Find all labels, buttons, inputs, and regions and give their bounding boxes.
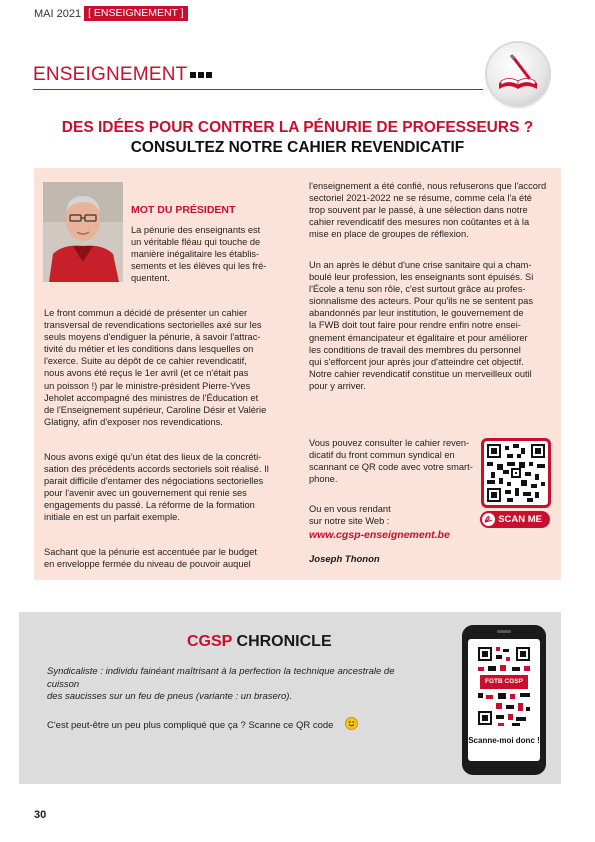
phone-notch	[497, 630, 511, 633]
smiley-icon	[345, 717, 358, 730]
text-line: initiale en est un parfait exemple.	[44, 512, 180, 523]
chronicle-body	[47, 666, 417, 732]
article-paragraph-5	[309, 259, 554, 392]
text-line: abandonnés par leur institution, le gouvernement de	[309, 308, 524, 319]
chronicle-question-text: C'est peut-être un peu plus compliqué que ça ? Scanne ce QR code	[47, 719, 334, 731]
scan-me-label: SCAN ME	[498, 514, 542, 525]
text-line: Un an après le début d'une crise sanitaire qui a cham-	[309, 260, 532, 270]
text-line: tivité du métier et les conditions dans lesquelles on	[44, 344, 254, 355]
chronicle-definition-line: des saucisses sur un feu de pneus (variante : un brasero).	[47, 691, 293, 702]
chronicle-title	[187, 633, 332, 651]
text-line: un véritable fléau qui touche de	[131, 237, 261, 248]
text-line: sionnalisme des acteurs. Pour qu'ils ne se sentent pas	[309, 296, 533, 307]
qr-code-pattern	[487, 444, 545, 502]
text-line: pour y arriver.	[309, 380, 366, 391]
text-line: manière inégalitaire les établis-	[131, 249, 260, 260]
website-link[interactable]: www.cgsp-enseignement.be	[309, 529, 450, 541]
president-photo	[43, 182, 123, 282]
education-badge-icon	[487, 43, 549, 105]
text-line: dicatif du front commun syndical en	[309, 450, 455, 461]
text-line: l'enseignement a été confié, nous refuserons que l'accord	[309, 181, 547, 191]
text-line: parait difficile d'entamer des négociations sectorielles	[44, 476, 264, 487]
issue-header	[34, 6, 188, 21]
text-line: Ou en vous rendant	[309, 504, 391, 514]
text-line: Nous avons exigé qu'un état des lieux de la concréti-	[44, 452, 262, 462]
text-line: en enveloppe fermée du niveau de pouvoir auquel	[44, 559, 251, 570]
headline-subtitle: CONSULTEZ NOTRE CAHIER REVENDICATIF	[130, 139, 465, 156]
article-intro	[131, 224, 299, 284]
text-line: de l'Enseignement supérieur, Caroline Désir et Valérie	[44, 404, 267, 415]
text-line: transversal de revendications sectorielles axé sur les	[44, 320, 262, 331]
text-line: sectoriel 2021-2022 ne se résume, comme cela l'a été	[309, 193, 532, 204]
qr-code[interactable]	[481, 438, 551, 508]
author-name: Joseph Thonon	[309, 554, 380, 565]
text-line: sur notre site Web :	[309, 516, 390, 527]
page-number: 30	[34, 809, 47, 821]
article-paragraph-2	[44, 451, 301, 524]
text-line: Le front commun a décidé de présenter un cahier	[44, 308, 248, 318]
text-line: mise en place de groupes de réflexion.	[309, 229, 469, 240]
section-title	[33, 64, 212, 86]
scan-me-button[interactable]	[480, 511, 550, 528]
text-line: boulé leur profession, les enseignants sont épuisés. Si	[309, 272, 534, 283]
article-subhead: MOT DU PRÉSIDENT	[131, 204, 236, 216]
phone-qr-graphic[interactable]	[462, 625, 546, 775]
phone-brand-label: FGTB CGSP	[485, 678, 523, 685]
phone-caption: Scanne-moi donc !	[468, 736, 540, 745]
chronicle-question	[47, 717, 417, 733]
pdf-icon	[482, 513, 495, 526]
headline-question: DES IDÉES POUR CONTRER LA PÉNURIE DE PROFESSEURS ?	[61, 119, 534, 136]
text-line: qui s'efforcent jour après jour d'atteindre cet objectif.	[309, 356, 524, 367]
article-paragraph-1	[44, 307, 301, 428]
text-line: trop souvent par le passé, à une sélection dans notre	[309, 205, 528, 216]
text-line: pour l'avenir avec un gouvernement qui renie ses	[44, 488, 247, 499]
text-line: nous avons été reçus le 1er avril (et ce n'était pas	[44, 368, 249, 379]
text-line: l'exerce. Suite au dépôt de ce cahier revendicatif,	[44, 356, 247, 367]
text-line: phone.	[309, 474, 338, 485]
text-line: l'École a tenu son rôle, c'est surtout grâce au profes-	[309, 284, 526, 295]
text-line: un poisson !) par le ministre-président Pierre-Yves	[44, 380, 251, 391]
text-line: Notre cahier revendicatif constitue un merveilleux outil	[309, 368, 532, 379]
text-line: les conditions de travail des membres du personnel	[309, 344, 521, 355]
text-line: quentent.	[131, 273, 170, 284]
text-line: Vous pouvez consulter le cahier reven-	[309, 438, 470, 448]
section-title-text: ENSEIGNEMENT	[33, 64, 188, 85]
phone-screen	[468, 639, 540, 761]
text-line: Jeholet accompagné des ministres de l'Éducation et	[44, 392, 259, 403]
text-line: cahier revendicatif des mesures non coûtantes et à la	[309, 217, 530, 228]
text-line: sation des précédents accords sectoriels soit réalisé. Il	[44, 464, 269, 475]
article-paragraph-7	[309, 503, 474, 527]
article-paragraph-6	[309, 437, 474, 485]
text-line: La pénurie des enseignants est	[131, 225, 261, 235]
text-line: sements et les élèves qui les fré-	[131, 261, 267, 272]
chronicle-title-brand: CGSP	[187, 633, 233, 650]
section-rule	[33, 89, 483, 90]
article-paragraph-3	[44, 546, 301, 570]
text-line: engagements du passé. La réforme de la formation	[44, 500, 255, 511]
text-line: Sachant que la pénurie est accentuée par le budget	[44, 547, 257, 557]
text-line: la FWB doit tout faire pour rendre enfin notre ensei-	[309, 320, 521, 331]
chronicle-title-rest: CHRONICLE	[236, 633, 332, 650]
article-paragraph-4	[309, 180, 554, 240]
section-squares	[190, 72, 212, 78]
text-line: scannant ce QR code avec votre smart-	[309, 462, 473, 473]
text-line: seuls moyens d'endiguer la pénurie, à savoir l'attrac-	[44, 332, 261, 343]
issue-date: MAI 2021	[34, 7, 82, 20]
text-line: Glatigny, afin d'exposer nos revendications.	[44, 416, 223, 427]
text-line: gnement émancipateur et égalitaire et pour améliorer	[309, 332, 528, 343]
section-tag: [ ENSEIGNEMENT ]	[84, 6, 188, 21]
chronicle-definition-line: Syndicaliste : individu fainéant maîtrisant à la perfection la technique ancestrale de cuisson	[47, 666, 395, 690]
